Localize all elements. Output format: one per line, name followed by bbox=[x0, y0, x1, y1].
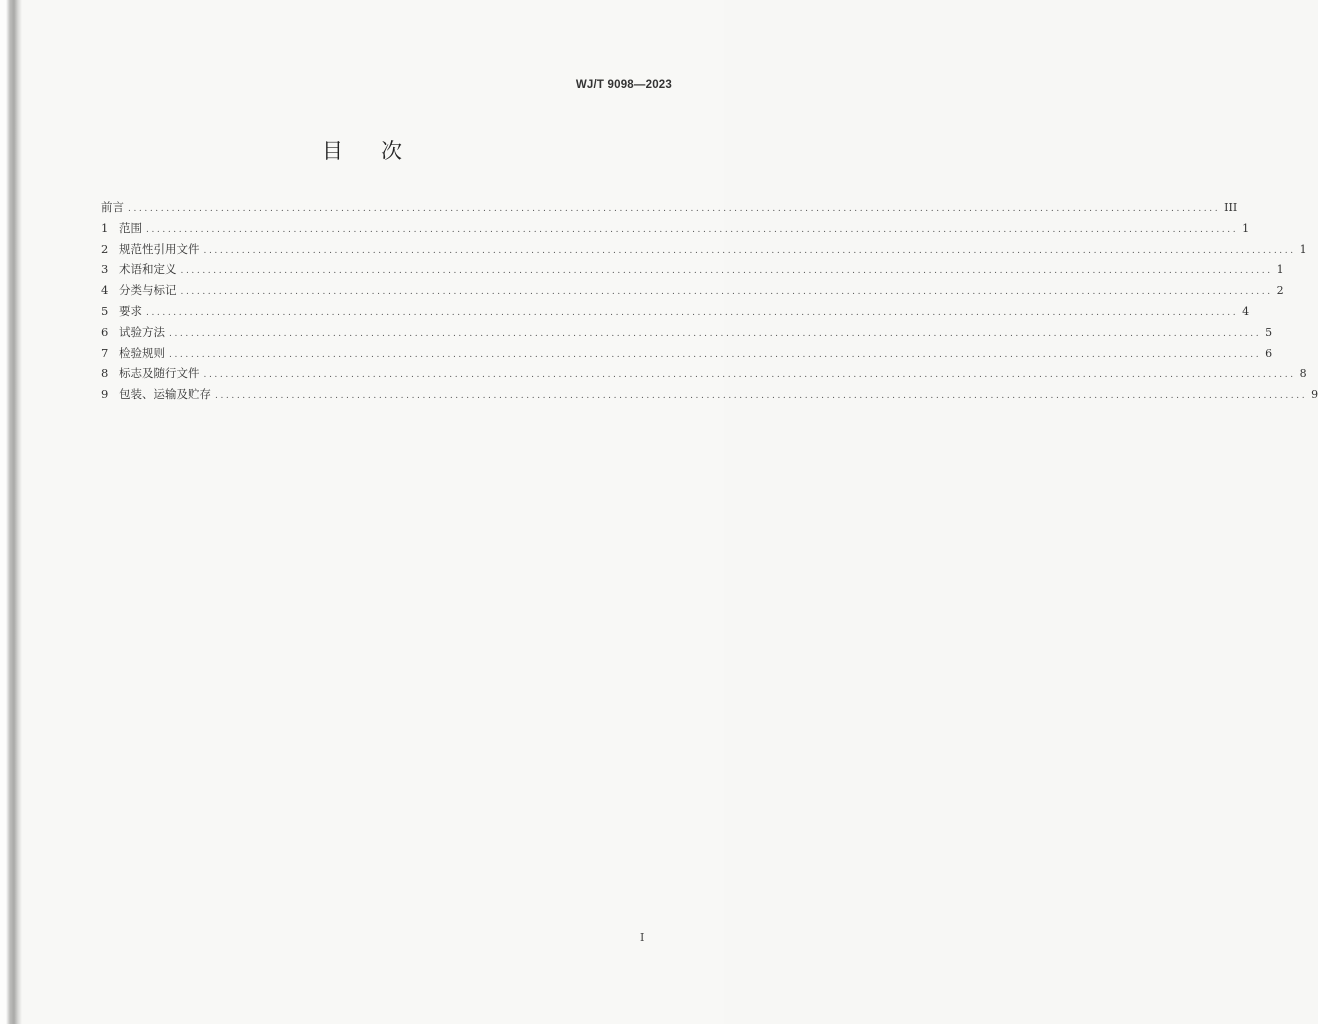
toc-leader-dots: ........................................................................................................................................................................................................ bbox=[146, 224, 1239, 235]
toc-entry-page: 9 bbox=[1311, 388, 1318, 402]
toc-leader-dots: ........................................................................................................................................................................................................ bbox=[180, 287, 1273, 298]
toc-entry-number: 6 bbox=[101, 324, 109, 339]
toc-leader-dots: ........................................................................................................................................................................................................ bbox=[203, 370, 1296, 381]
toc-entry-inspection-rules[interactable] bbox=[101, 345, 1273, 366]
toc-entry-page: 1 bbox=[1276, 263, 1284, 277]
toc-leader-dots: ........................................................................................................................................................................................................ bbox=[169, 328, 1262, 339]
toc-entry-label: 要求 bbox=[119, 303, 142, 318]
toc-entry-page: 1 bbox=[1299, 242, 1307, 256]
toc-leader-dots: ........................................................................................................................................................................................................ bbox=[215, 391, 1308, 402]
toc-entry-page: 1 bbox=[1242, 221, 1250, 235]
toc-entry-number: 9 bbox=[101, 387, 109, 402]
toc-entry-page: III bbox=[1224, 201, 1238, 214]
toc-leader-dots: ........................................................................................................................................................................................................ bbox=[203, 245, 1296, 256]
toc-entry-page: 6 bbox=[1265, 346, 1273, 360]
toc-entry-number: 3 bbox=[101, 262, 109, 277]
toc-entry-normative-references[interactable] bbox=[101, 241, 1307, 262]
toc-leader-dots: ........................................................................................................................................................................................................ bbox=[180, 266, 1273, 277]
toc-entry-label: 规范性引用文件 bbox=[119, 241, 200, 256]
toc-entry-label: 分类与标记 bbox=[119, 283, 177, 298]
toc-leader-dots: ........................................................................................................................................................................................................ bbox=[146, 307, 1239, 318]
toc-entry-label: 前言 bbox=[101, 200, 124, 214]
standard-number: WJ/T 9098—2023 bbox=[575, 79, 672, 91]
toc-entry-requirements[interactable] bbox=[101, 303, 1250, 324]
toc-entry-number: 1 bbox=[101, 220, 109, 235]
toc-entry-foreword[interactable] bbox=[101, 199, 1238, 220]
toc-entry-marking[interactable] bbox=[101, 365, 1307, 386]
toc-entry-page: 8 bbox=[1299, 367, 1307, 381]
toc-entry-page: 5 bbox=[1265, 325, 1273, 339]
toc-entry-page: 4 bbox=[1242, 304, 1250, 318]
page-number: I bbox=[640, 931, 645, 944]
toc-entry-packaging[interactable] bbox=[101, 386, 1318, 407]
toc-entry-number: 2 bbox=[101, 241, 109, 256]
toc-entry-number: 7 bbox=[101, 345, 109, 360]
toc-title: 目次 bbox=[322, 139, 440, 163]
toc-entry-number: 4 bbox=[101, 283, 109, 298]
toc-entry-label: 检验规则 bbox=[119, 345, 165, 360]
toc-entry-label: 标志及随行文件 bbox=[119, 366, 200, 381]
toc-entry-label: 术语和定义 bbox=[119, 262, 177, 277]
toc-entry-terms[interactable] bbox=[101, 261, 1284, 282]
toc-entry-test-methods[interactable] bbox=[101, 324, 1273, 345]
table-of-contents bbox=[101, 199, 1318, 407]
toc-leader-dots: ........................................................................................................................................................................................................ bbox=[128, 204, 1221, 214]
toc-entry-label: 包装、运输及贮存 bbox=[119, 387, 211, 402]
toc-entry-classification[interactable] bbox=[101, 282, 1284, 303]
toc-entry-scope[interactable] bbox=[101, 220, 1250, 241]
toc-entry-number: 8 bbox=[101, 366, 109, 381]
toc-entry-number: 5 bbox=[101, 303, 109, 318]
toc-leader-dots: ........................................................................................................................................................................................................ bbox=[169, 349, 1262, 360]
toc-entry-label: 范围 bbox=[119, 220, 142, 235]
toc-entry-page: 2 bbox=[1276, 284, 1284, 298]
toc-entry-label: 试验方法 bbox=[119, 324, 165, 339]
